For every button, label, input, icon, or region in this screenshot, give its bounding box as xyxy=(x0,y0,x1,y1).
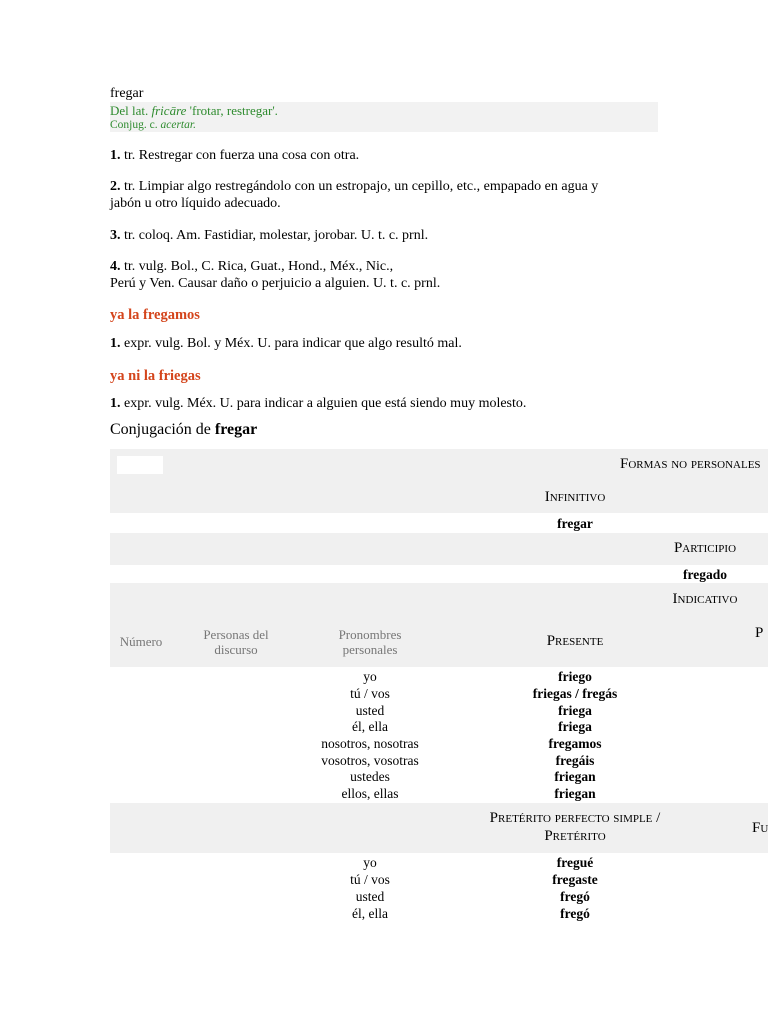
pronoun-cell: él, ella xyxy=(352,906,388,921)
definition-number: 1. xyxy=(110,396,121,411)
conj-model-link[interactable]: acertar. xyxy=(160,119,196,131)
pronombres-column-header: Pronombres personales xyxy=(338,627,402,657)
definition-text: expr. vulg. Méx. U. para indicar a alguien que está siendo muy molesto. xyxy=(124,396,527,411)
pronoun-cell: nosotros, nosotras xyxy=(321,736,419,751)
conjugation-title xyxy=(110,421,257,439)
definition-number: 1. xyxy=(110,336,121,351)
verb-form-cell: friegan xyxy=(554,786,596,801)
etymology-term: fricāre xyxy=(151,103,187,118)
verb-form-cell: friego xyxy=(558,669,592,684)
pronoun-cell: ellos, ellas xyxy=(341,786,399,801)
definition-text-cont: jabón u otro líquido adecuado. xyxy=(110,196,281,211)
etymology-line xyxy=(110,103,278,119)
definition-number: 4. xyxy=(110,259,121,274)
phrase-definition xyxy=(110,395,670,412)
verb-form-cell: friega xyxy=(558,719,592,734)
definition-4 xyxy=(110,258,670,292)
definition-text: expr. vulg. Bol. y Méx. U. para indicar que algo resultó mal. xyxy=(124,336,462,351)
participio-form: fregado xyxy=(683,567,727,582)
numero-column-header: Número xyxy=(119,634,163,649)
verb-form-cell: fregó xyxy=(560,889,590,904)
verb-form-cell: fregamos xyxy=(548,736,602,751)
verb-form-cell: friegas / fregás xyxy=(532,686,618,701)
truncated-column-header: P xyxy=(755,625,764,641)
pronoun-cell: yo xyxy=(363,855,377,870)
verb-form-cell: friega xyxy=(558,703,592,718)
participio-header: Participio xyxy=(673,540,737,556)
formas-no-personales-header: Formas no personales xyxy=(620,456,761,472)
pronoun-cell: vosotros, vosotras xyxy=(321,753,419,768)
preterito-header-line2: Pretérito xyxy=(544,828,606,844)
infinitivo-header: Infinitivo xyxy=(544,489,606,505)
pronoun-cell: tú / vos xyxy=(350,872,390,887)
definition-text: tr. coloq. Am. Fastidiar, molestar, jorobar. U. t. c. prnl. xyxy=(124,228,429,243)
verb-form-cell: fregó xyxy=(560,906,590,921)
etymology-prefix: Del lat. xyxy=(110,103,149,118)
preterito-band xyxy=(110,803,768,853)
pronoun-cell: él, ella xyxy=(352,719,388,734)
definition-number: 3. xyxy=(110,228,121,243)
truncated-column-header: Fu xyxy=(752,820,768,836)
definition-text-cont: Perú y Ven. Causar daño o perjuicio a alguien. U. t. c. prnl. xyxy=(110,276,441,291)
verb-form-cell: friegan xyxy=(554,769,596,784)
definition-number: 1. xyxy=(110,148,121,163)
pronoun-cell: usted xyxy=(355,889,385,904)
pronoun-cell: ustedes xyxy=(350,769,390,784)
preterito-header-line1: Pretérito perfecto simple / xyxy=(489,810,661,826)
headword: fregar xyxy=(110,86,144,101)
definition-text: tr. Restregar con fuerza una cosa con otra. xyxy=(124,148,360,163)
definition-2 xyxy=(110,178,670,212)
pronoun-cell: yo xyxy=(363,669,377,684)
verb-form-cell: fregáis xyxy=(555,753,595,768)
etymology-gloss: 'frotar, restregar'. xyxy=(189,103,278,118)
infinitivo-form: fregar xyxy=(557,516,593,531)
verb-form-cell: fregué xyxy=(556,855,594,870)
presente-header-label: Presente xyxy=(546,633,604,649)
definition-3 xyxy=(110,227,670,244)
definition-text: tr. vulg. Bol., C. Rica, Guat., Hond., Méx., Nic., xyxy=(124,259,394,274)
pronoun-cell: tú / vos xyxy=(350,686,390,701)
conjugation-model-line xyxy=(110,119,196,131)
phrase-definition xyxy=(110,335,670,352)
conj-prefix: Conjug. c. xyxy=(110,119,158,131)
etymology-box xyxy=(110,102,658,132)
definition-number: 2. xyxy=(110,179,121,194)
indicativo-header: Indicativo xyxy=(672,591,738,607)
conj-title-verb: fregar xyxy=(214,421,258,438)
definition-1 xyxy=(110,147,670,164)
phrase-title: ya la fregamos xyxy=(110,307,200,323)
conj-title-prefix: Conjugación de xyxy=(110,421,211,438)
verb-form-cell: fregaste xyxy=(552,872,598,887)
participio-band xyxy=(110,533,768,565)
definition-text: tr. Limpiar algo restregándolo con un estropajo, un cepillo, etc., empapado en agua y xyxy=(124,179,599,194)
personas-column-header: Personas del discurso xyxy=(203,627,269,657)
phrase-title: ya ni la friegas xyxy=(110,368,201,384)
pronoun-cell: usted xyxy=(355,703,385,718)
table-corner-cell xyxy=(117,456,163,474)
